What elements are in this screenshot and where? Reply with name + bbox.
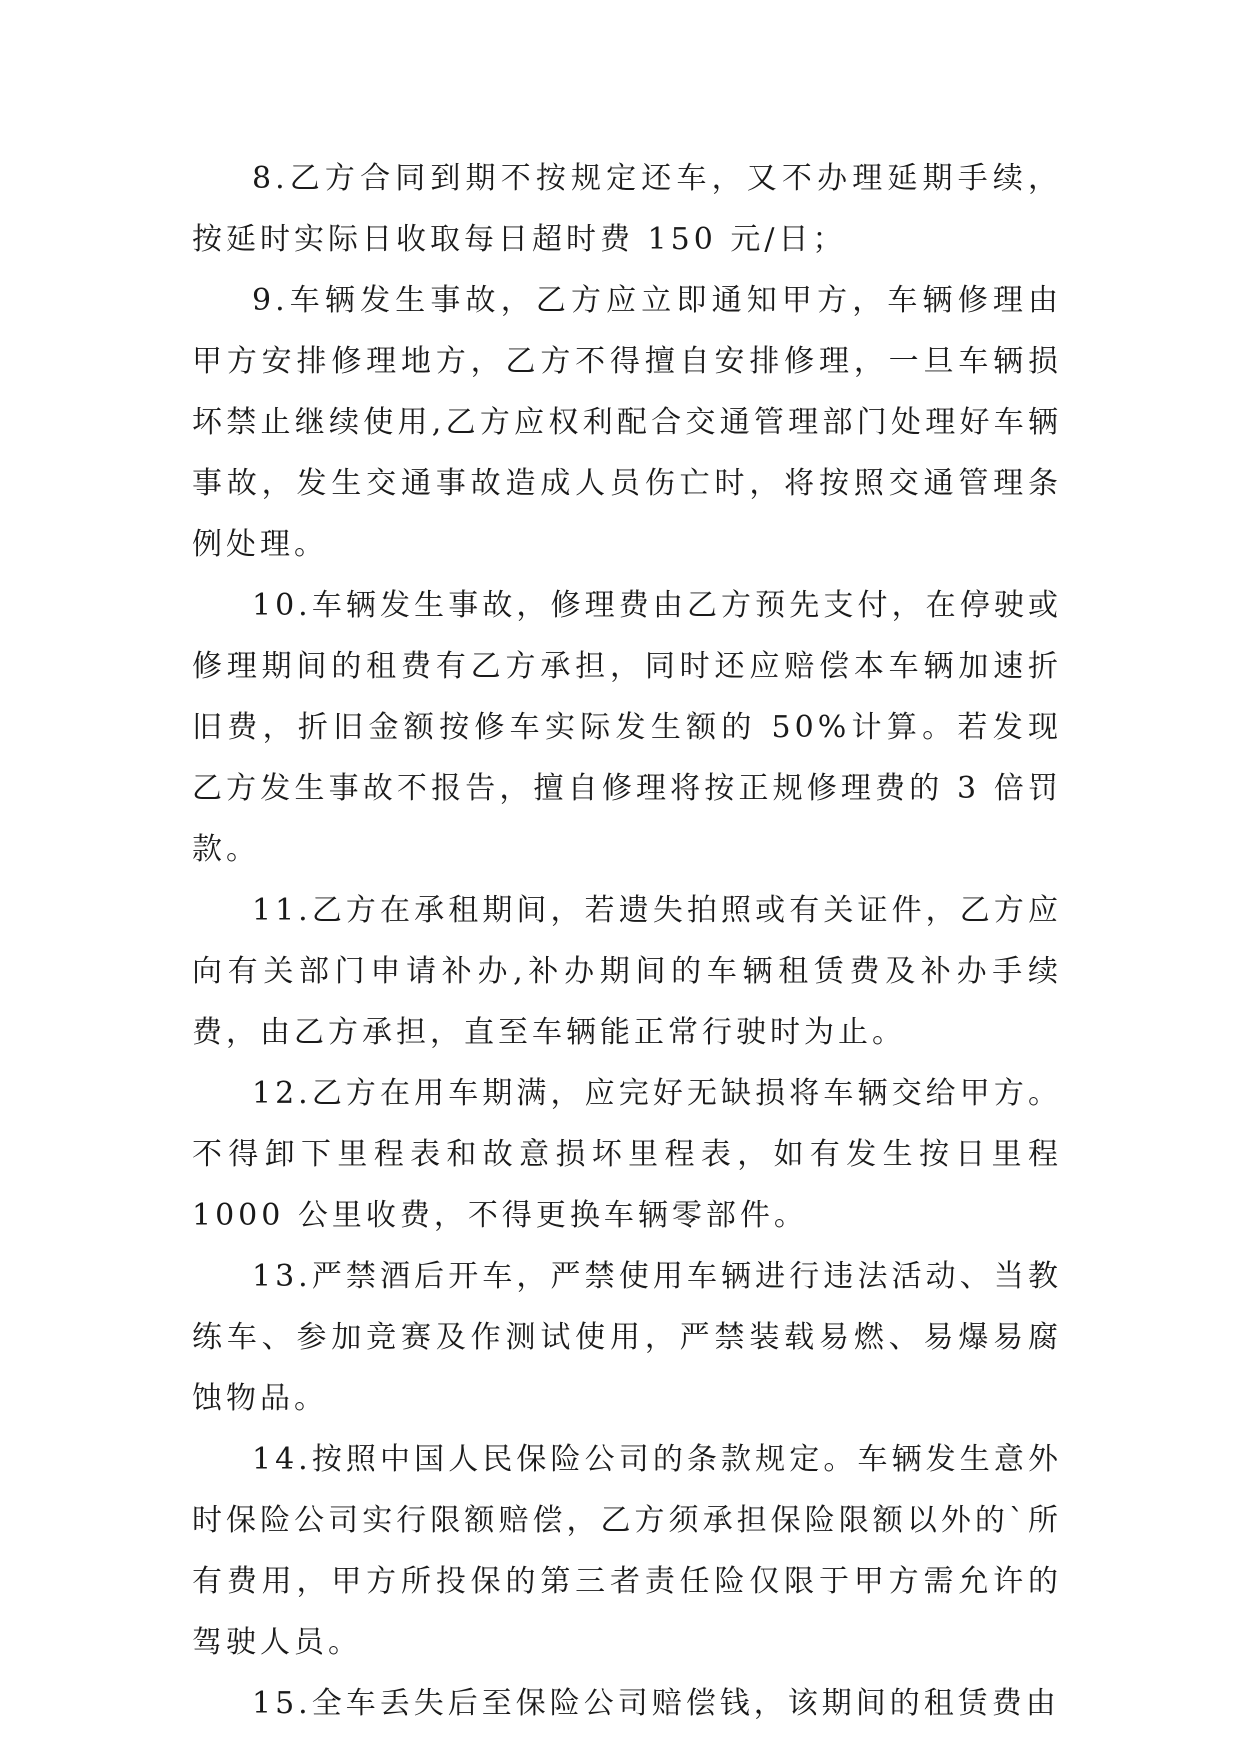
clause-15: 15.全车丢失后至保险公司赔偿钱，该期间的租赁费由 [252,1686,1060,1721]
clause-12: 12.乙方在用车期满，应完好无缺损将车辆交给甲方。不得卸下里程表和故意损坏里程表，如有发生按日里程 1000 公里收费，不得更换车辆零部件。 [192,1076,1062,1233]
clause-10: 10.车辆发生事故，修理费由乙方预先支付，在停驶或修理期间的租费有乙方承担，同时还应赔偿本车辆加速折旧费，折旧金额按修车实际发生额的 50%计算。若发现乙方发生事故不报告，擅自修理将按正规修理费的 3 倍罚款。 [192,588,1062,867]
clause-14: 14.按照中国人民保险公司的条款规定。车辆发生意外时保险公司实行限额赔偿，乙方须承担保险限额以外的`所有费用，甲方所投保的第三者责任险仅限于甲方需允许的驾驶人员。 [192,1442,1062,1660]
document-body [192,148,1062,1734]
clause-9: 9.车辆发生事故，乙方应立即通知甲方，车辆修理由甲方安排修理地方，乙方不得擅自安排修理，一旦车辆损坏禁止继续使用,乙方应权利配合交通管理部门处理好车辆事故，发生交通事故造成人员伤亡时，将按照交通管理条例处理。 [192,283,1062,562]
clause-11: 11.乙方在承租期间，若遗失拍照或有关证件，乙方应向有关部门申请补办,补办期间的车辆租赁费及补办手续费，由乙方承担，直至车辆能正常行驶时为止。 [192,893,1062,1050]
clause-8: 8.乙方合同到期不按规定还车，又不办理延期手续，按延时实际日收取每日超时费 150 元/日； [192,161,1062,257]
clause-13: 13.严禁酒后开车，严禁使用车辆进行违法活动、当教练车、参加竞赛及作测试使用，严禁装载易燃、易爆易腐蚀物品。 [192,1259,1062,1416]
